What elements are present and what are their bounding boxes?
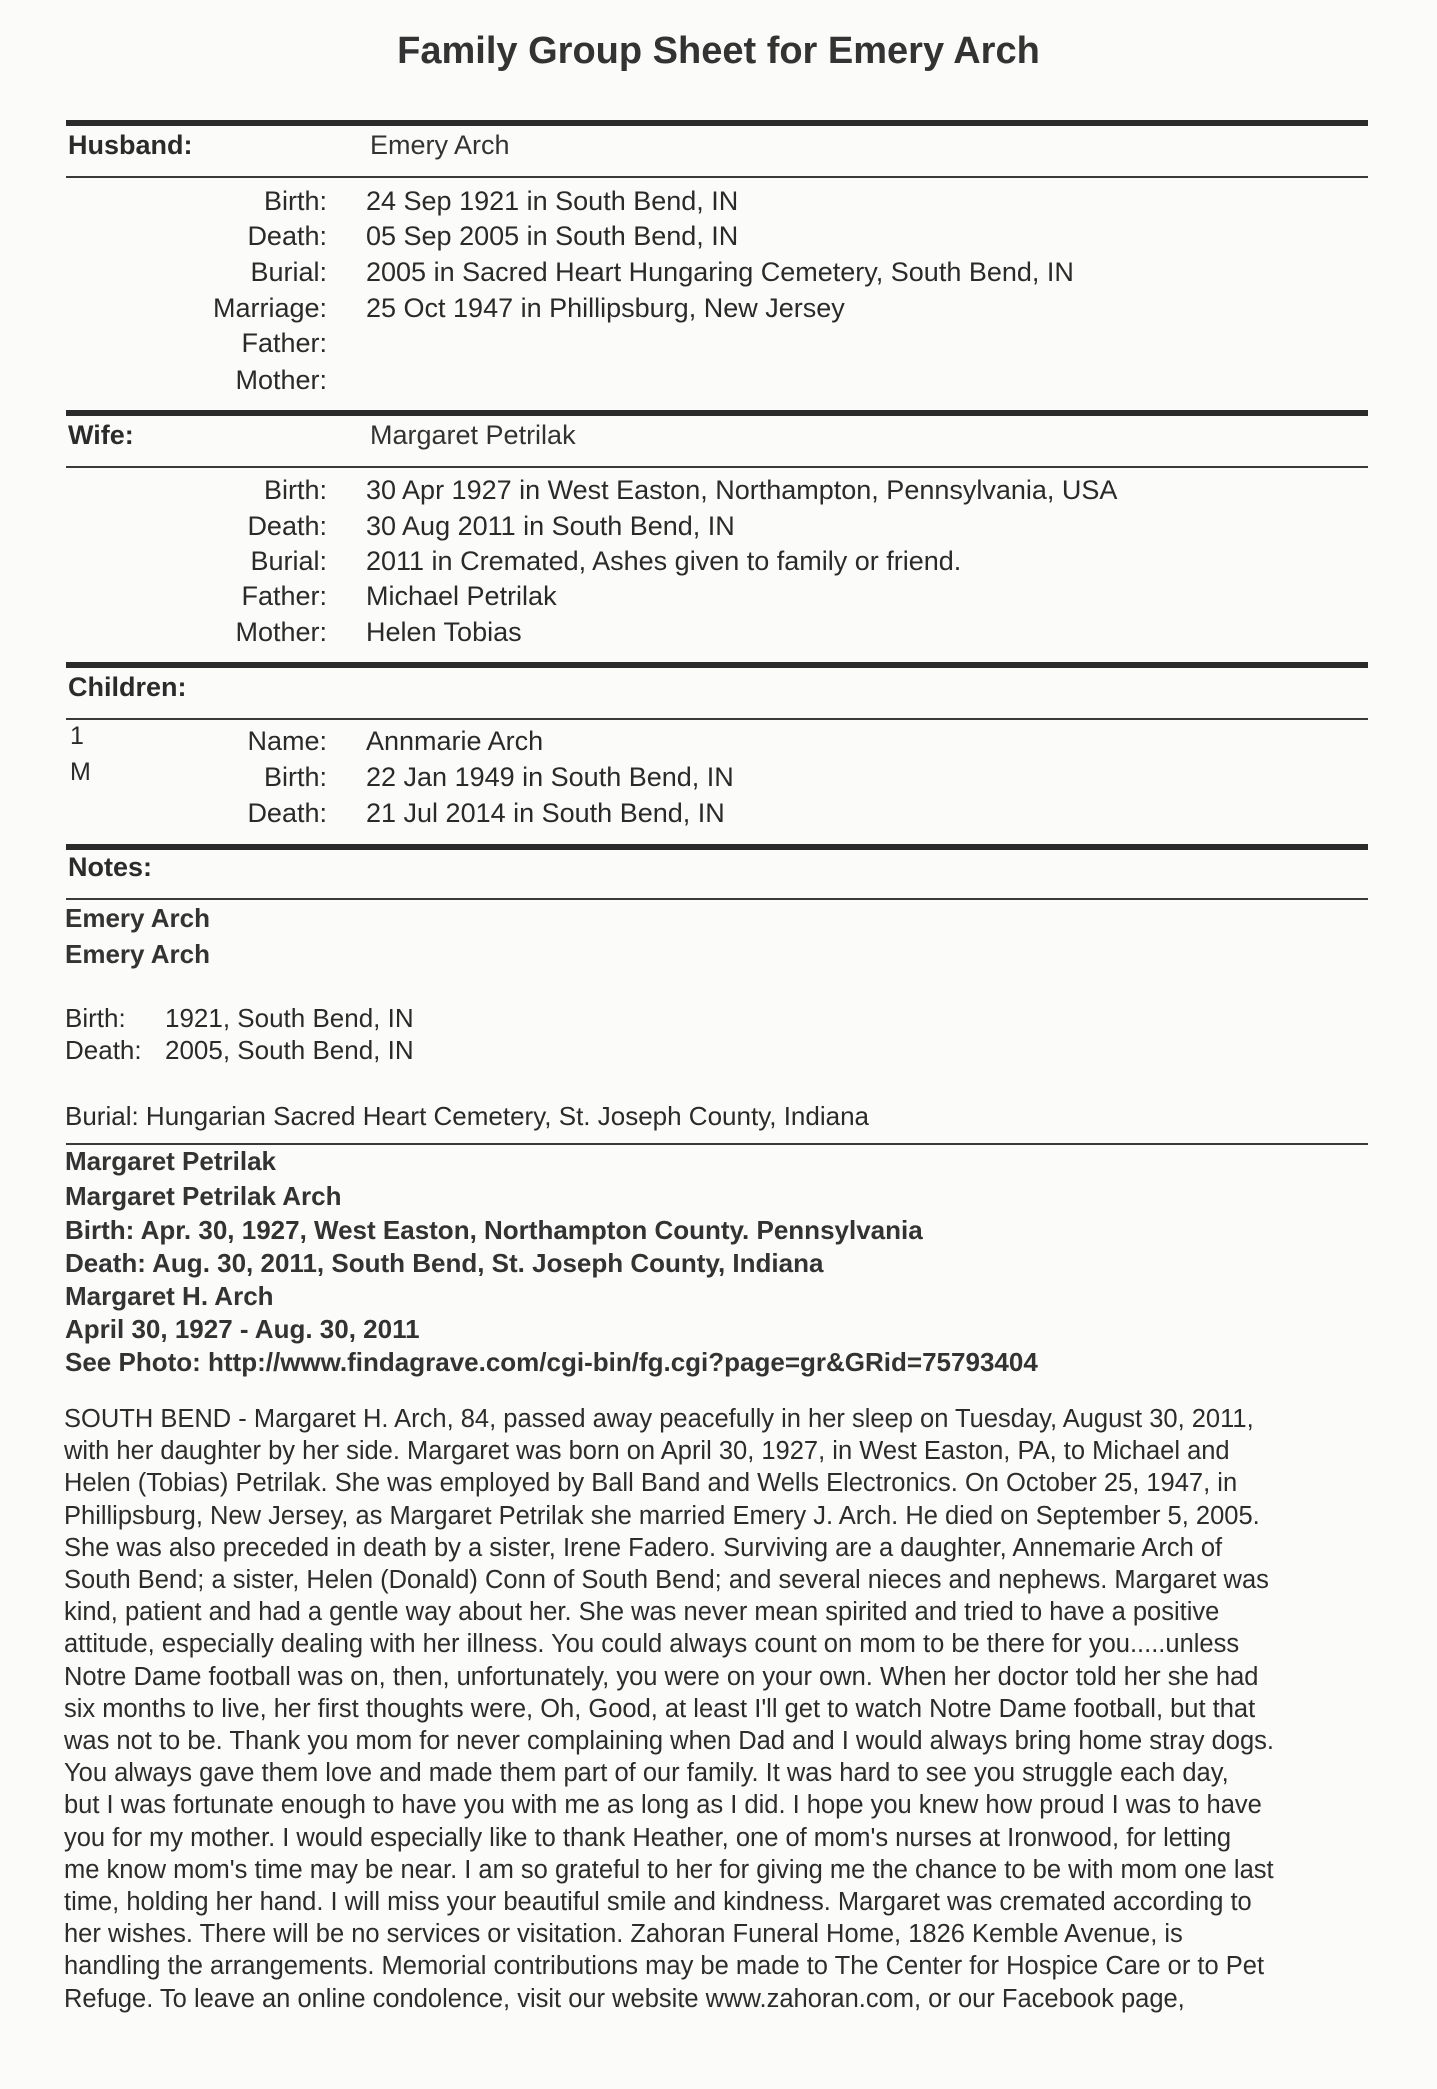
field-value: 25 Oct 1947 in Phillipsburg, New Jersey bbox=[366, 293, 845, 323]
obituary-line: SOUTH BEND - Margaret H. Arch, 84, passed away peacefully in her sleep on Tuesday, August 30, 2011, bbox=[64, 1405, 1254, 1433]
wife-death-row bbox=[0, 511, 1437, 547]
page-title: Family Group Sheet for Emery Arch bbox=[397, 30, 1040, 72]
wife-birth-row bbox=[0, 475, 1437, 511]
husband-birth-row bbox=[0, 186, 1437, 222]
note-margaret-birth: Birth: Apr. 30, 1927, West Easton, Northampton County. Pennsylvania bbox=[65, 1215, 923, 1245]
obituary-line: South Bend; a sister, Helen (Donald) Conn of South Bend; and several nieces and nephews. Margaret was bbox=[64, 1566, 1269, 1595]
field-label: Mother: bbox=[235, 365, 327, 395]
obituary-line: handling the arrangements. Memorial contributions may be made to The Center for Hospice Care or to Pet bbox=[64, 1952, 1265, 1981]
field-value: Michael Petrilak bbox=[366, 581, 557, 611]
field-value: 30 Aug 2011 in South Bend, IN bbox=[366, 511, 735, 541]
obituary-line: six months to live, her first thoughts were, Oh, Good, at least I'll get to watch Notre Dame football, but that bbox=[64, 1694, 1256, 1723]
field-label: Death: bbox=[247, 221, 327, 251]
obituary-line: Phillipsburg, New Jersey, as Margaret Petrilak she married Emery J. Arch. He died on September 5, 2005. bbox=[64, 1501, 1260, 1530]
section-subdivider bbox=[66, 466, 1368, 468]
child-birth-row bbox=[0, 762, 1437, 798]
obituary-line: Notre Dame football was on, then, unfortunately, you were on your own. When her doctor told her she had bbox=[64, 1662, 1259, 1691]
obituary-line: me know mom's time may be near. I am so grateful to her for giving me the chance to be with mom one last bbox=[64, 1855, 1274, 1884]
child-death-row bbox=[0, 798, 1437, 834]
obituary-line: time, holding her hand. I will miss your beautiful smile and kindness. Margaret was cremated according to bbox=[64, 1888, 1252, 1917]
section-subdivider bbox=[66, 898, 1368, 900]
obituary-line: Refuge. To leave an online condolence, visit our website www.zahoran.com, or our Facebook page, bbox=[64, 1984, 1185, 2013]
obituary-line: You always gave them love and made them part of our family. It was hard to see you struggle each day, bbox=[64, 1759, 1229, 1788]
husband-name: Emery Arch bbox=[370, 130, 510, 160]
field-label: Death: bbox=[247, 511, 327, 541]
note-label: Death: bbox=[65, 1035, 142, 1065]
husband-father-row bbox=[0, 328, 1437, 364]
child-sex: M bbox=[70, 758, 91, 786]
section-divider bbox=[66, 662, 1368, 668]
obituary-line: with her daughter by her side. Margaret was born on April 30, 1927, in West Easton, PA, to Michael and bbox=[64, 1437, 1230, 1466]
field-value: Annmarie Arch bbox=[366, 726, 544, 756]
husband-heading: Husband: bbox=[68, 130, 193, 160]
section-subdivider bbox=[66, 176, 1368, 178]
husband-mother-row bbox=[0, 365, 1437, 401]
note-value: 1921, South Bend, IN bbox=[165, 1003, 414, 1033]
field-value: 22 Jan 1949 in South Bend, IN bbox=[366, 762, 734, 792]
husband-death-row bbox=[0, 221, 1437, 257]
wife-burial-row bbox=[0, 546, 1437, 582]
section-divider bbox=[66, 410, 1368, 416]
notes-divider bbox=[66, 1143, 1368, 1145]
note-emery-burial: Burial: Hungarian Sacred Heart Cemetery, St. Joseph County, Indiana bbox=[65, 1101, 870, 1131]
field-label: Birth: bbox=[263, 475, 327, 505]
field-value: 24 Sep 1921 in South Bend, IN bbox=[366, 186, 739, 216]
note-margaret-photo-link: See Photo: http://www.findagrave.com/cgi-bin/fg.cgi?page=gr&GRid=75793404 bbox=[65, 1347, 1038, 1377]
husband-marriage-row bbox=[0, 293, 1437, 329]
field-value: 2005 in Sacred Heart Hungaring Cemetery, South Bend, IN bbox=[366, 257, 1074, 287]
note-value: 2005, South Bend, IN bbox=[165, 1035, 414, 1065]
obituary-line: She was also preceded in death by a sister, Irene Fadero. Surviving are a daughter, Annemarie Arch of bbox=[64, 1533, 1223, 1562]
field-value: 21 Jul 2014 in South Bend, IN bbox=[366, 798, 725, 828]
obituary-line: her wishes. There will be no services or visitation. Zahoran Funeral Home, 1826 Kemble Avenue, is bbox=[64, 1920, 1183, 1949]
field-label: Death: bbox=[247, 798, 327, 828]
obituary-line: you for my mother. I would especially like to thank Heather, one of mom's nurses at Ironwood, for letting bbox=[64, 1823, 1232, 1852]
obituary-line: but I was fortunate enough to have you with me as long as I did. I hope you knew how proud I was to have bbox=[64, 1791, 1262, 1820]
section-subdivider bbox=[66, 718, 1368, 720]
section-divider bbox=[66, 844, 1368, 850]
field-label: Burial: bbox=[250, 546, 327, 576]
notes-heading: Notes: bbox=[68, 852, 153, 882]
children-heading: Children: bbox=[68, 672, 187, 702]
obituary-line: attitude, especially dealing with her illness. You could always count on mom to be there for you.....unless bbox=[64, 1630, 1240, 1659]
note-emery-name: Emery Arch bbox=[65, 903, 210, 933]
wife-father-row bbox=[0, 581, 1437, 617]
child-number: 1 bbox=[70, 722, 84, 750]
obituary-text bbox=[64, 1403, 1374, 2015]
obituary-line: Helen (Tobias) Petrilak. She was employed by Ball Band and Wells Electronics. On October 25, 1947, in bbox=[64, 1469, 1238, 1498]
wife-mother-row bbox=[0, 617, 1437, 653]
field-label: Burial: bbox=[250, 257, 327, 287]
field-value: 2011 in Cremated, Ashes given to family or friend. bbox=[366, 546, 962, 576]
field-label: Father: bbox=[241, 581, 327, 611]
field-label: Father: bbox=[241, 328, 327, 358]
husband-burial-row bbox=[0, 257, 1437, 293]
field-label: Marriage: bbox=[212, 293, 327, 323]
field-value: 05 Sep 2005 in South Bend, IN bbox=[366, 221, 739, 251]
note-emery-death bbox=[65, 1035, 414, 1066]
field-label: Birth: bbox=[263, 762, 327, 792]
obituary-line: kind, patient and had a gentle way about her. She was never mean spirited and tried to have a positive bbox=[64, 1598, 1220, 1627]
note-margaret-full-name: Margaret Petrilak Arch bbox=[65, 1181, 342, 1211]
note-margaret-death: Death: Aug. 30, 2011, South Bend, St. Joseph County, Indiana bbox=[65, 1248, 824, 1278]
note-margaret-alt-name: Margaret H. Arch bbox=[65, 1281, 274, 1311]
note-emery-name-alt: Emery Arch bbox=[65, 939, 210, 969]
wife-name: Margaret Petrilak bbox=[370, 420, 576, 450]
section-divider bbox=[66, 120, 1368, 126]
child-name-row bbox=[0, 726, 1437, 762]
field-value: 30 Apr 1927 in West Easton, Northampton, Pennsylvania, USA bbox=[366, 475, 1118, 505]
note-emery-birth bbox=[65, 1003, 414, 1034]
field-label: Mother: bbox=[235, 617, 327, 647]
field-label: Birth: bbox=[263, 186, 327, 216]
field-value: Helen Tobias bbox=[366, 617, 522, 647]
wife-heading: Wife: bbox=[68, 420, 134, 450]
field-label: Name: bbox=[247, 726, 327, 756]
note-margaret-dates: April 30, 1927 - Aug. 30, 2011 bbox=[65, 1314, 420, 1344]
obituary-line: was not to be. Thank you mom for never complaining when Dad and I would always bring home stray dogs. bbox=[64, 1727, 1275, 1756]
note-margaret-name: Margaret Petrilak bbox=[65, 1146, 276, 1176]
note-label: Birth: bbox=[65, 1003, 126, 1033]
